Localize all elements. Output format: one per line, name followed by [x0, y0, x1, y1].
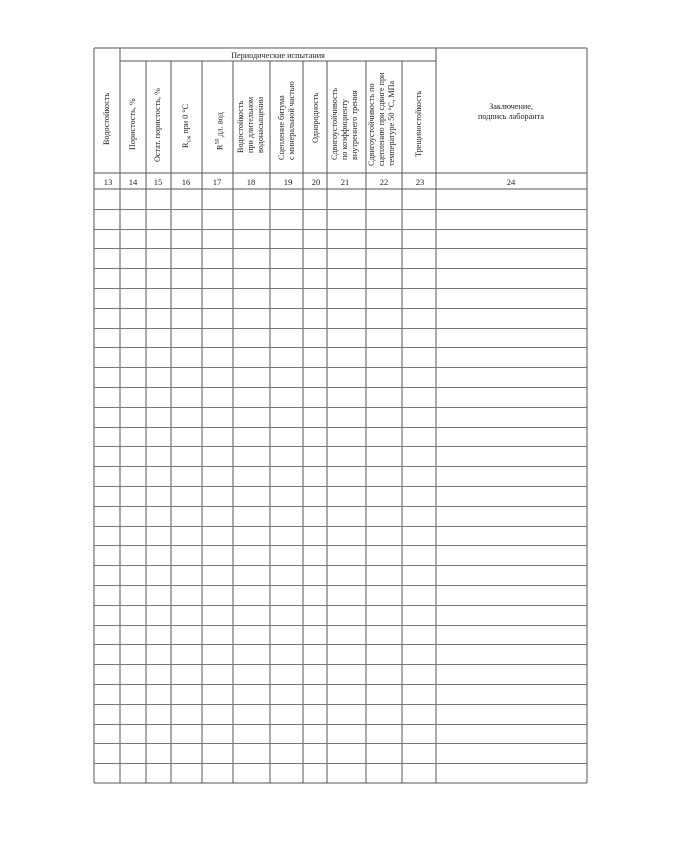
col-number-16: 16 — [181, 177, 191, 187]
header-col-21: Сдвигоустойчивость по коэффициенту внутреннего трения — [330, 87, 359, 160]
col-number-24: 24 — [506, 177, 516, 187]
col-number-22: 22 — [379, 177, 389, 187]
col-number-21: 21 — [340, 177, 350, 187]
header-col-19: Сцепление битума с минеральной частью — [277, 81, 296, 160]
header-col-20: Однородность — [311, 92, 320, 143]
group-title: Периодические испытания — [231, 51, 325, 60]
col-number-19: 19 — [283, 177, 293, 187]
header-col-15: Остат. пористость, % — [153, 88, 162, 162]
header-col-24: Заключение, подпись лаборанта — [478, 102, 544, 121]
header-col-17: $R^{50}$ дл. вод — [215, 112, 225, 150]
header-col-14: Пористость, % — [128, 98, 137, 150]
col-number-17: 17 — [212, 177, 222, 187]
col-number-13: 13 — [103, 177, 113, 187]
header-col-13: Водостойкость — [102, 92, 111, 145]
header-col-18: Водостойкость при длительном водонасыщении — [236, 96, 265, 153]
header-col-16: $R_{сж}$ при 0 °С — [181, 103, 193, 148]
col-number-18: 18 — [246, 177, 256, 187]
col-number-15: 15 — [153, 177, 163, 187]
col-number-14: 14 — [128, 177, 138, 187]
header-col-23: Трещиностойкость — [414, 90, 423, 157]
col-number-20: 20 — [311, 177, 321, 187]
col-number-23: 23 — [415, 177, 425, 187]
header-col-22: Сдвигоустойчивость по сцеплению при сдвиге при температуре 50 °С, МПа — [367, 72, 396, 166]
